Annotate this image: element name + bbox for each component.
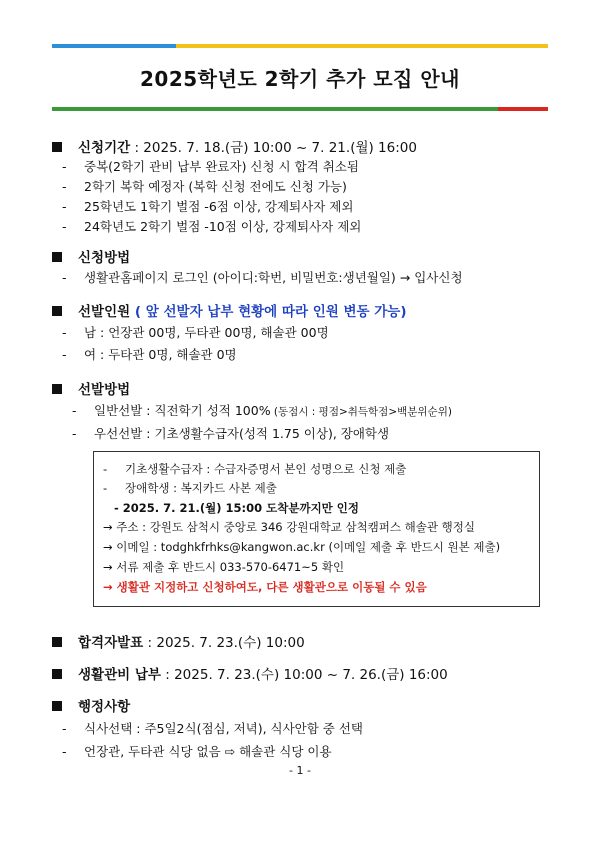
box-email: → 이메일 : todghkfrhks@kangwon.ac.kr (이메일 제출 후 반드시 원본 제출) — [103, 540, 501, 554]
section-heading: 신청기간 — [78, 140, 131, 156]
section-value: : 2025. 7. 18.(금) 10:00 ~ 7. 21.(월) 16:00 — [130, 140, 417, 156]
square-bullet-icon — [52, 384, 62, 394]
section-apply-method — [52, 246, 130, 266]
list-item: - 우선선발 : 기초생활수급자(성적 1.75 이상), 장애학생 — [72, 426, 390, 441]
square-bullet-icon — [52, 669, 62, 679]
list-item: - 24학년도 2학기 벌점 -10점 이상, 강제퇴사자 제외 — [62, 219, 362, 234]
list-item: - 25학년도 1학기 벌점 -6점 이상, 강제퇴사자 제외 — [62, 199, 354, 214]
box-phone: → 서류 제출 후 반드시 033-570-6471~5 확인 — [103, 560, 345, 574]
square-bullet-icon — [52, 142, 62, 152]
section-announcement — [52, 631, 305, 651]
square-bullet-icon — [52, 306, 62, 316]
page-title: 2025학년도 2학기 추가 모집 안내 — [140, 67, 460, 91]
square-bullet-icon — [52, 701, 62, 711]
section-heading: 합격자발표 — [78, 635, 144, 651]
list-item: - 식사선택 : 주5일2식(점심, 저녁), 식사안함 중 선택 — [62, 721, 364, 736]
list-item: - 2학기 복학 예정자 (복학 신청 전에도 신청 가능) — [62, 179, 347, 194]
page-number: - 1 - — [289, 764, 311, 777]
quota-note: ( 앞 선발자 납부 현황에 따라 인원 변동 가능) — [130, 304, 407, 320]
section-fee-payment — [52, 663, 448, 683]
box-deadline: - 2025. 7. 21.(월) 15:00 도착분까지만 인정 — [114, 501, 360, 515]
section-heading: 행정사항 — [78, 699, 131, 715]
section-heading: 신청방법 — [78, 250, 131, 266]
section-heading: 생활관비 납부 — [78, 667, 161, 683]
section-value: : 2025. 7. 23.(수) 10:00 ~ 7. 26.(금) 16:00 — [160, 667, 448, 683]
box-warning: → 생활관 지정하고 신청하여도, 다른 생활관으로 이동될 수 있음 — [103, 580, 427, 594]
list-item: - 일반선발 : 직전학기 성적 100% (동점시 : 평점>취득학점>백분위순위) — [72, 403, 452, 418]
list-item: - 생활관홈페이지 로그인 (아이디:학번, 비밀번호:생년월일) → 입사신청 — [62, 270, 463, 285]
box-line: - 기초생활수급자 : 수급자증명서 본인 성명으로 신청 제출 — [103, 462, 407, 476]
section-heading: 선발인원 — [78, 304, 131, 320]
section-apply-period — [52, 136, 417, 156]
square-bullet-icon — [52, 637, 62, 647]
square-bullet-icon — [52, 252, 62, 262]
list-item: - 여 : 두타관 0명, 해솔관 0명 — [62, 347, 237, 362]
box-address: → 주소 : 강원도 삼척시 중앙로 346 강원대학교 삼척캠퍼스 해솔관 행정실 — [103, 520, 475, 534]
top-color-bar — [52, 44, 548, 48]
box-line: - 장애학생 : 복지카드 사본 제출 — [103, 481, 277, 495]
section-selection-method — [52, 378, 130, 398]
section-admin — [52, 695, 130, 715]
section-value: : 2025. 7. 23.(수) 10:00 — [143, 635, 305, 651]
section-heading: 선발방법 — [78, 382, 131, 398]
list-item: - 중복(2학기 관비 납부 완료자) 신청 시 합격 취소됨 — [62, 159, 359, 174]
list-item: - 언장관, 두타관 식당 없음 ⇨ 해솔관 식당 이용 — [62, 744, 332, 759]
section-quota — [52, 300, 407, 320]
list-item: - 남 : 언장관 00명, 두타관 00명, 해솔관 00명 — [62, 325, 329, 340]
bottom-color-bar — [52, 107, 548, 111]
